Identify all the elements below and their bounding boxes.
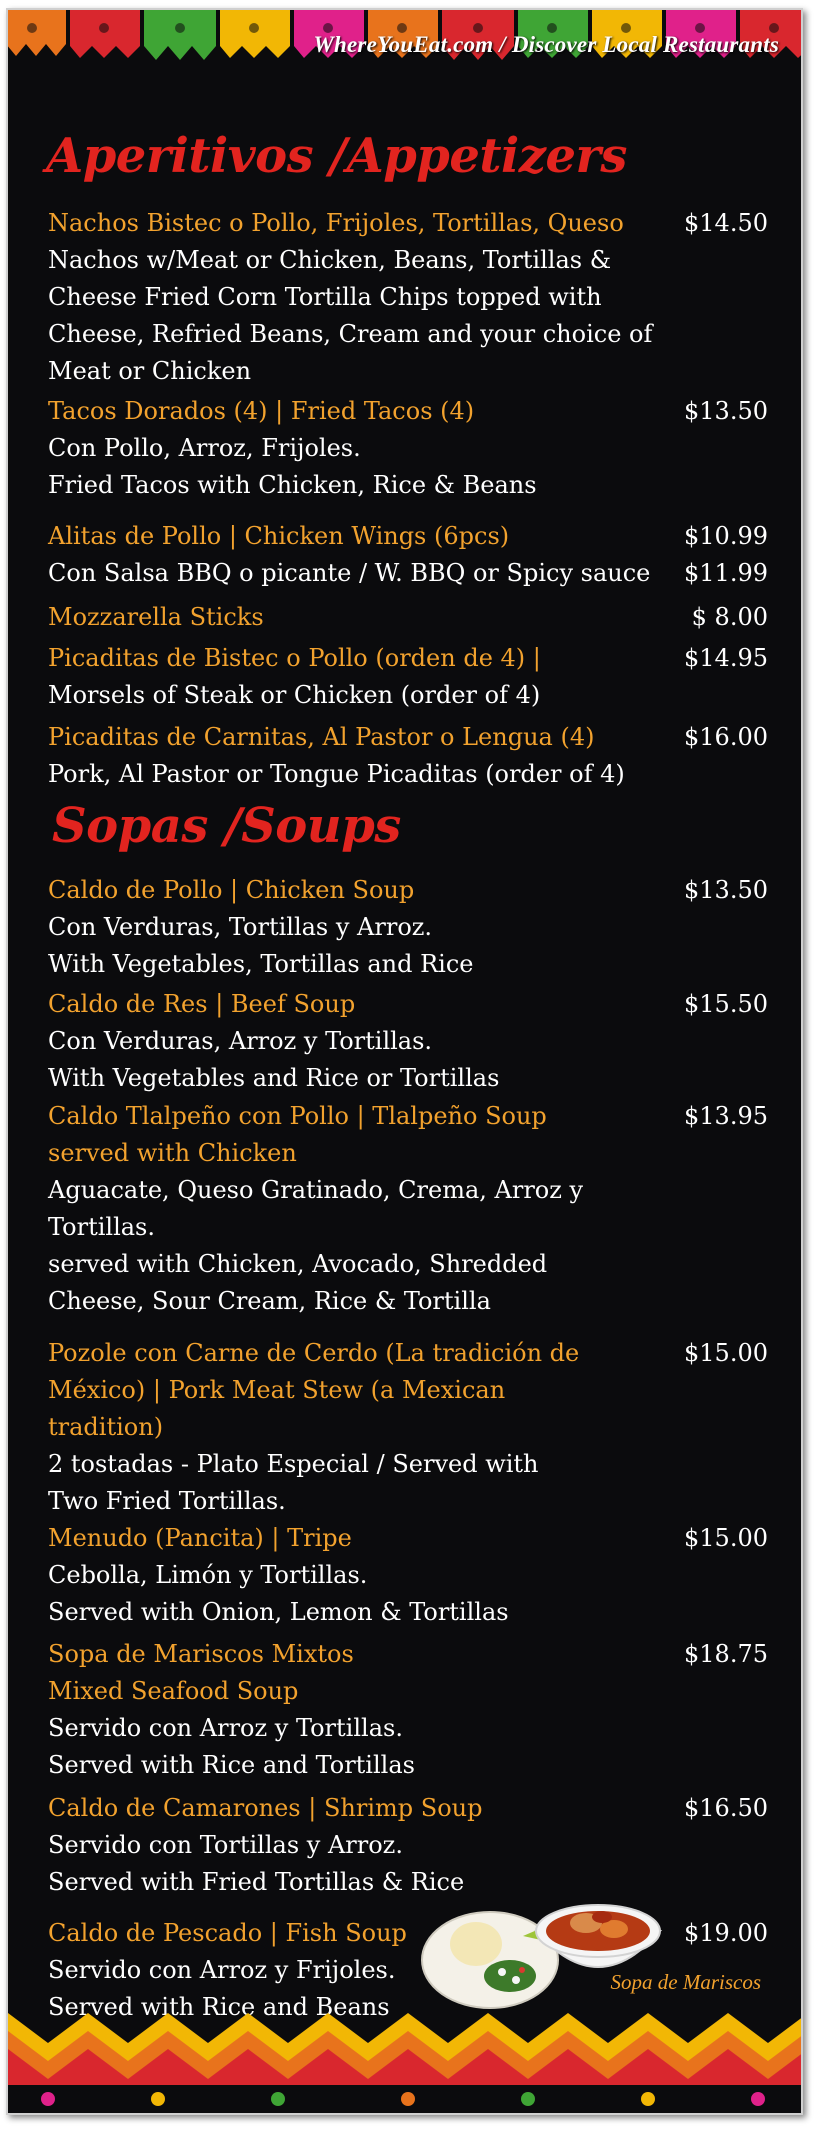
menu-item [48,1636,768,1784]
item-description: Nachos w/Meat or Chicken, Beans, Tortillas & Cheese Fried Corn Tortilla Chips topped with Cheese, Refried Beans, Cream and your choice of Meat or Chicken [48,246,653,385]
item-description: Servido con Arroz y Tortillas. Served with Rice and Tortillas [48,1714,415,1779]
item-name: Tacos Dorados (4) | Fried Tacos (4) [48,397,475,425]
item-name: Picaditas de Carnitas, Al Pastor o Lengua (4) [48,723,595,751]
item-price: $13.50 [684,876,768,904]
menu-item [48,1520,768,1631]
menu-item [48,1098,768,1320]
item-name: Caldo de Res | Beef Soup [48,990,356,1018]
item-description: Aguacate, Queso Gratinado, Crema, Arroz y Tortillas. served with Chicken, Avocado, Shredded Cheese, Sour Cream, Rice & Tortilla [48,1176,584,1315]
zigzag-border [8,2003,801,2113]
item-price: $13.50 [684,397,768,425]
item-price: $14.95 [684,644,768,672]
item-name: Caldo de Camarones | Shrimp Soup [48,1794,483,1822]
item-description: Con Verduras, Arroz y Tortillas. With Vegetables and Rice or Tortillas [48,1027,500,1092]
item-name: Pozole con Carne de Cerdo (La tradición de México) | Pork Meat Stew (a Mexican tradition) [48,1339,580,1441]
item-price: $14.50 [684,209,768,237]
item-description: Cebolla, Limón y Tortillas. Served with Onion, Lemon & Tortillas [48,1561,509,1626]
item-name: Nachos Bistec o Pollo, Frijoles, Tortillas, Queso [48,209,624,237]
menu-item [48,986,768,1097]
menu-page [6,8,803,2115]
photo-caption: Sopa de Mariscos [610,1970,761,1994]
item-description: Servido con Arroz y Frijoles. Served with Rice and Beans [48,1956,396,2021]
item-price: $ 8.00 [691,603,768,631]
menu-item [48,599,768,636]
item-price: $10.99 [684,522,768,550]
item-price: $19.00 [684,1919,768,1947]
item-name: Sopa de Mariscos Mixtos Mixed Seafood Soup [48,1640,354,1705]
menu-item [48,640,768,714]
menu-item [48,872,768,983]
item-price: $15.50 [684,990,768,1018]
item-description: Morsels of Steak or Chicken (order of 4) [48,681,541,709]
item-price: $16.00 [684,723,768,751]
item-price: $13.95 [684,1102,768,1130]
item-name: Caldo Tlalpeño con Pollo | Tlalpeño Soup served with Chicken [48,1102,547,1167]
item-name: Alitas de Pollo | Chicken Wings (6pcs) [48,522,510,550]
item-description: Servido con Tortillas y Arroz. Served with Fried Tortillas & Rice [48,1831,465,1896]
item-description: Con Pollo, Arroz, Frijoles. Fried Tacos with Chicken, Rice & Beans [48,434,537,499]
item-description: Con Verduras, Tortillas y Arroz. With Vegetables, Tortillas and Rice [48,913,474,978]
menu-item [48,719,768,793]
item-description: Pork, Al Pastor or Tongue Picaditas (order of 4) [48,760,625,788]
item-name: Menudo (Pancita) | Tripe [48,1524,352,1552]
menu-item [48,1335,768,1520]
item-price: $16.50 [684,1794,768,1822]
item-price: $18.75 [684,1640,768,1668]
menu-item [48,393,768,504]
item-name: Picaditas de Bistec o Pollo (orden de 4) | [48,644,541,672]
item-description: Con Salsa BBQ o picante / W. BBQ or Spicy sauce [48,559,651,587]
item-name: Mozzarella Sticks [48,603,264,631]
menu-item [48,205,768,390]
item-price: $15.00 [684,1339,768,1367]
appetizers-title: Aperitivos /Appetizers [46,128,627,184]
soups-title: Sopas /Soups [52,798,401,854]
menu-item [48,518,768,592]
item-description: 2 tostadas - Plato Especial / Served with Two Fried Tortillas. [48,1450,539,1515]
item-name: Caldo de Pescado | Fish Soup [48,1919,407,1947]
item-price-alt: $11.99 [684,559,768,587]
item-price: $15.00 [684,1524,768,1552]
watermark-text: WhereYouEat.com / Discover Local Restaurants [313,32,779,57]
item-name: Caldo de Pollo | Chicken Soup [48,876,415,904]
